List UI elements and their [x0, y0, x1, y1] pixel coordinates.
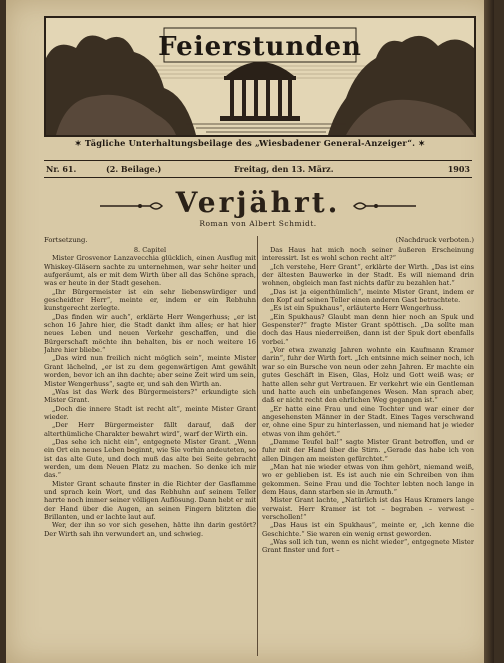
- paragraph: Wer, der ihn so vor sich gesehen, hätte ihn darin gestört? Der Wirth sah ihn verwundert an, und schwieg.: [44, 521, 256, 538]
- reprint-notice: (Nachdruck verboten.): [395, 236, 474, 244]
- issue-number: Nr. 61.: [46, 164, 77, 174]
- paragraph: „Es ist ein Spukhaus“, erläuterte Herr Wengerhuss.: [270, 304, 444, 313]
- paragraph: Mister Grosvenor Lanzavecchia glücklich, einen Ausflug mit Whiskey-Gläsern sachte zu unternehmen, war sehr heiter und aufgeräumt, als er mit dem Wirth über all das Schöne sprach, was er heute in der Stadt gesehen.: [44, 254, 256, 288]
- paragraph: „Vor etwa zwanzig Jahren wohnte ein Kaufmann Kramer darin“, fuhr der Wirth fort. „Ich entsinne mich seiner noch, ich war so ein Bursche von neun oder zehn Jahren. Er machte ein gutes Geschäft in Eisen, Glas, Holz und Gott weiß was; er hatte allen sehr gut Vertrauen. Er verkehrt wie ein Gentleman und hatte auch ein unbefangenes Wesen. Man sprach aber, daß er nicht recht den ehrlichen Weg gegangen ist.“: [262, 346, 474, 405]
- paragraph: „Was soll ich tun, wenn es nicht wieder“, entgegnete Mister Grant finster und fort –: [262, 538, 474, 555]
- chapter-heading: 8. Capitel: [133, 246, 167, 254]
- paragraph: „Ich verstehe, Herr Grant“, erklärte der Wirth. „Das ist eins der ältesten Bauwerke in der Stadt. Es will niemand drin wohnen, obgleich man fast nichts dafür zu bezahlen hat.“: [262, 262, 474, 288]
- text-column-right: [262, 236, 474, 555]
- continued-label: Fortsetzung.: [44, 236, 88, 244]
- column-header: [262, 236, 474, 245]
- paragraph: „Man hat nie wieder etwas von ihm gehört, niemand weiß, wo er geblieben ist. Es ist auch nie ein Schreiben von ihm gekommen. Seine Frau und die Tochter lebten noch lange in dem Haus, dann starben sie in Armuth.“: [262, 462, 474, 496]
- story-header: [44, 186, 472, 230]
- right-ornament-icon: [352, 200, 416, 212]
- paragraph: „Das Haus ist ein Spukhaus“, meinte er, „ich kenne die Geschichte.“ Sie waren ein wenig ernst geworden.: [262, 521, 474, 538]
- paragraph: „Ein Spukhaus? Glaubt man denn hier noch an Spuk und Gespenster?“ fragte Mister Grant spöttisch. „Da sollte man doch das Haus niederreißen, dann ist der Spuk dort ebenfalls vorbei.“: [262, 312, 474, 346]
- paragraph: „Das ist ja eigenthümlich“, meinte Mister Grant, indem er den Kopf auf seinen Teller einen anderen Gast betrachtete.: [262, 287, 474, 305]
- column-divider: [257, 236, 258, 656]
- issue-date: Freitag, den 13. März.: [234, 164, 334, 174]
- issue-year: 1903: [447, 164, 470, 174]
- paragraph: „Das finden wir auch“, erklärte Herr Wengerhuss; „er ist schon 16 Jahre hier, die Stadt dankt ihm alles; er hat hier neues Leben und neuen Verkehr geschaffen, und die Bürgerschaft möchte ihn behalten, bis er noch weitere 16 Jahre hier bliebe.“: [44, 312, 256, 355]
- paragraph: „Das sehe ich nicht ein“, entgegnete Mister Grant. „Wenn ein Ort ein neues Leben beginnt, wie Sie vorhin andeuteten, so ist das alte Gute, und doch muß das alte bei Seite gebracht werden, um dem Neuen Platz zu machen. So denke ich mir das.“: [44, 437, 256, 480]
- masthead-title: Feierstunden: [158, 32, 362, 62]
- story-byline: Roman von Albert Schmidt.: [199, 219, 317, 228]
- masthead-banner: [44, 16, 476, 137]
- issue-supplement: (2. Beilage.): [106, 164, 162, 174]
- paragraph: „Das wird nun freilich nicht möglich sein“, meinte Mister Grant lächelnd, „er ist zu dem gegenwärtigen Amt gewählt worden, bevor ich an ihn dachte; aber seine Zeit wird um sein, Mister Wengerhuss“, sagte er, und sah den Wirth an.: [44, 354, 256, 388]
- paragraph: „Er hatte eine Frau und eine Tochter und war einer der angesehensten Männer in der Stadt. Eines Tages verschwand er, ohne eine Spur zu hinterlassen, und niemand hat je wieder etwas von ihm gehört.“: [262, 404, 474, 438]
- column-header: [44, 236, 256, 245]
- paragraph: „Was ist das Werk des Bürgermeisters?“ erkundigte sich Mister Grant.: [44, 387, 256, 405]
- paragraph: „Doch die innere Stadt ist recht alt“, meinte Mister Grant wieder.: [44, 404, 256, 421]
- paragraph: Mister Grant lachte, „Natürlich ist das Haus Kramers lange verwaist. Herr Kramer ist tot – begraben – verwest – verschollen!“: [262, 496, 474, 521]
- newspaper-page: [6, 0, 494, 663]
- paragraph: „Damme Teufel bal!“ sagte Mister Grant betroffen, und er fuhr mit der Hand über die Stirn. „Gerade das habe ich von allen Dingen am meisten gefürchtet.“: [262, 437, 474, 463]
- binding-spine: [484, 0, 494, 663]
- paragraph: Mister Grant schaute finster in die Richter der Gasflamme und sprach kein Wort, und das Rebhuhn auf seinem Teller harrte noch immer seiner völligen Auflösung. Dann hebt er mit der Hand über die Augen, an seinen Fingern blitzten die Brillanten, und er lachte laut auf.: [44, 479, 256, 521]
- paragraph: „Der Herr Bürgermeister fällt darauf, daß der alterthümliche Charakter bewahrt wird“, warf der Wirth ein.: [44, 421, 256, 438]
- text-column-left: [44, 236, 256, 538]
- story-title: Verjährt.: [175, 186, 341, 219]
- paragraph: Das Haus hat mich noch seiner äußeren Erscheinung interessirt. Ist es wohl schon recht alt?“: [262, 246, 474, 263]
- masthead-subtitle: ✶ Tägliche Unterhaltungsbeilage des „Wiesbadener General-Anzeiger“. ✶: [74, 138, 426, 148]
- paragraph: „Ihr Bürgermeister ist ein sehr liebenswürdiger und gescheidter Herr“, meinte er, indem er ein Rebhuhn kunstgerecht zerlegte.: [44, 287, 256, 313]
- issue-line: [44, 160, 472, 178]
